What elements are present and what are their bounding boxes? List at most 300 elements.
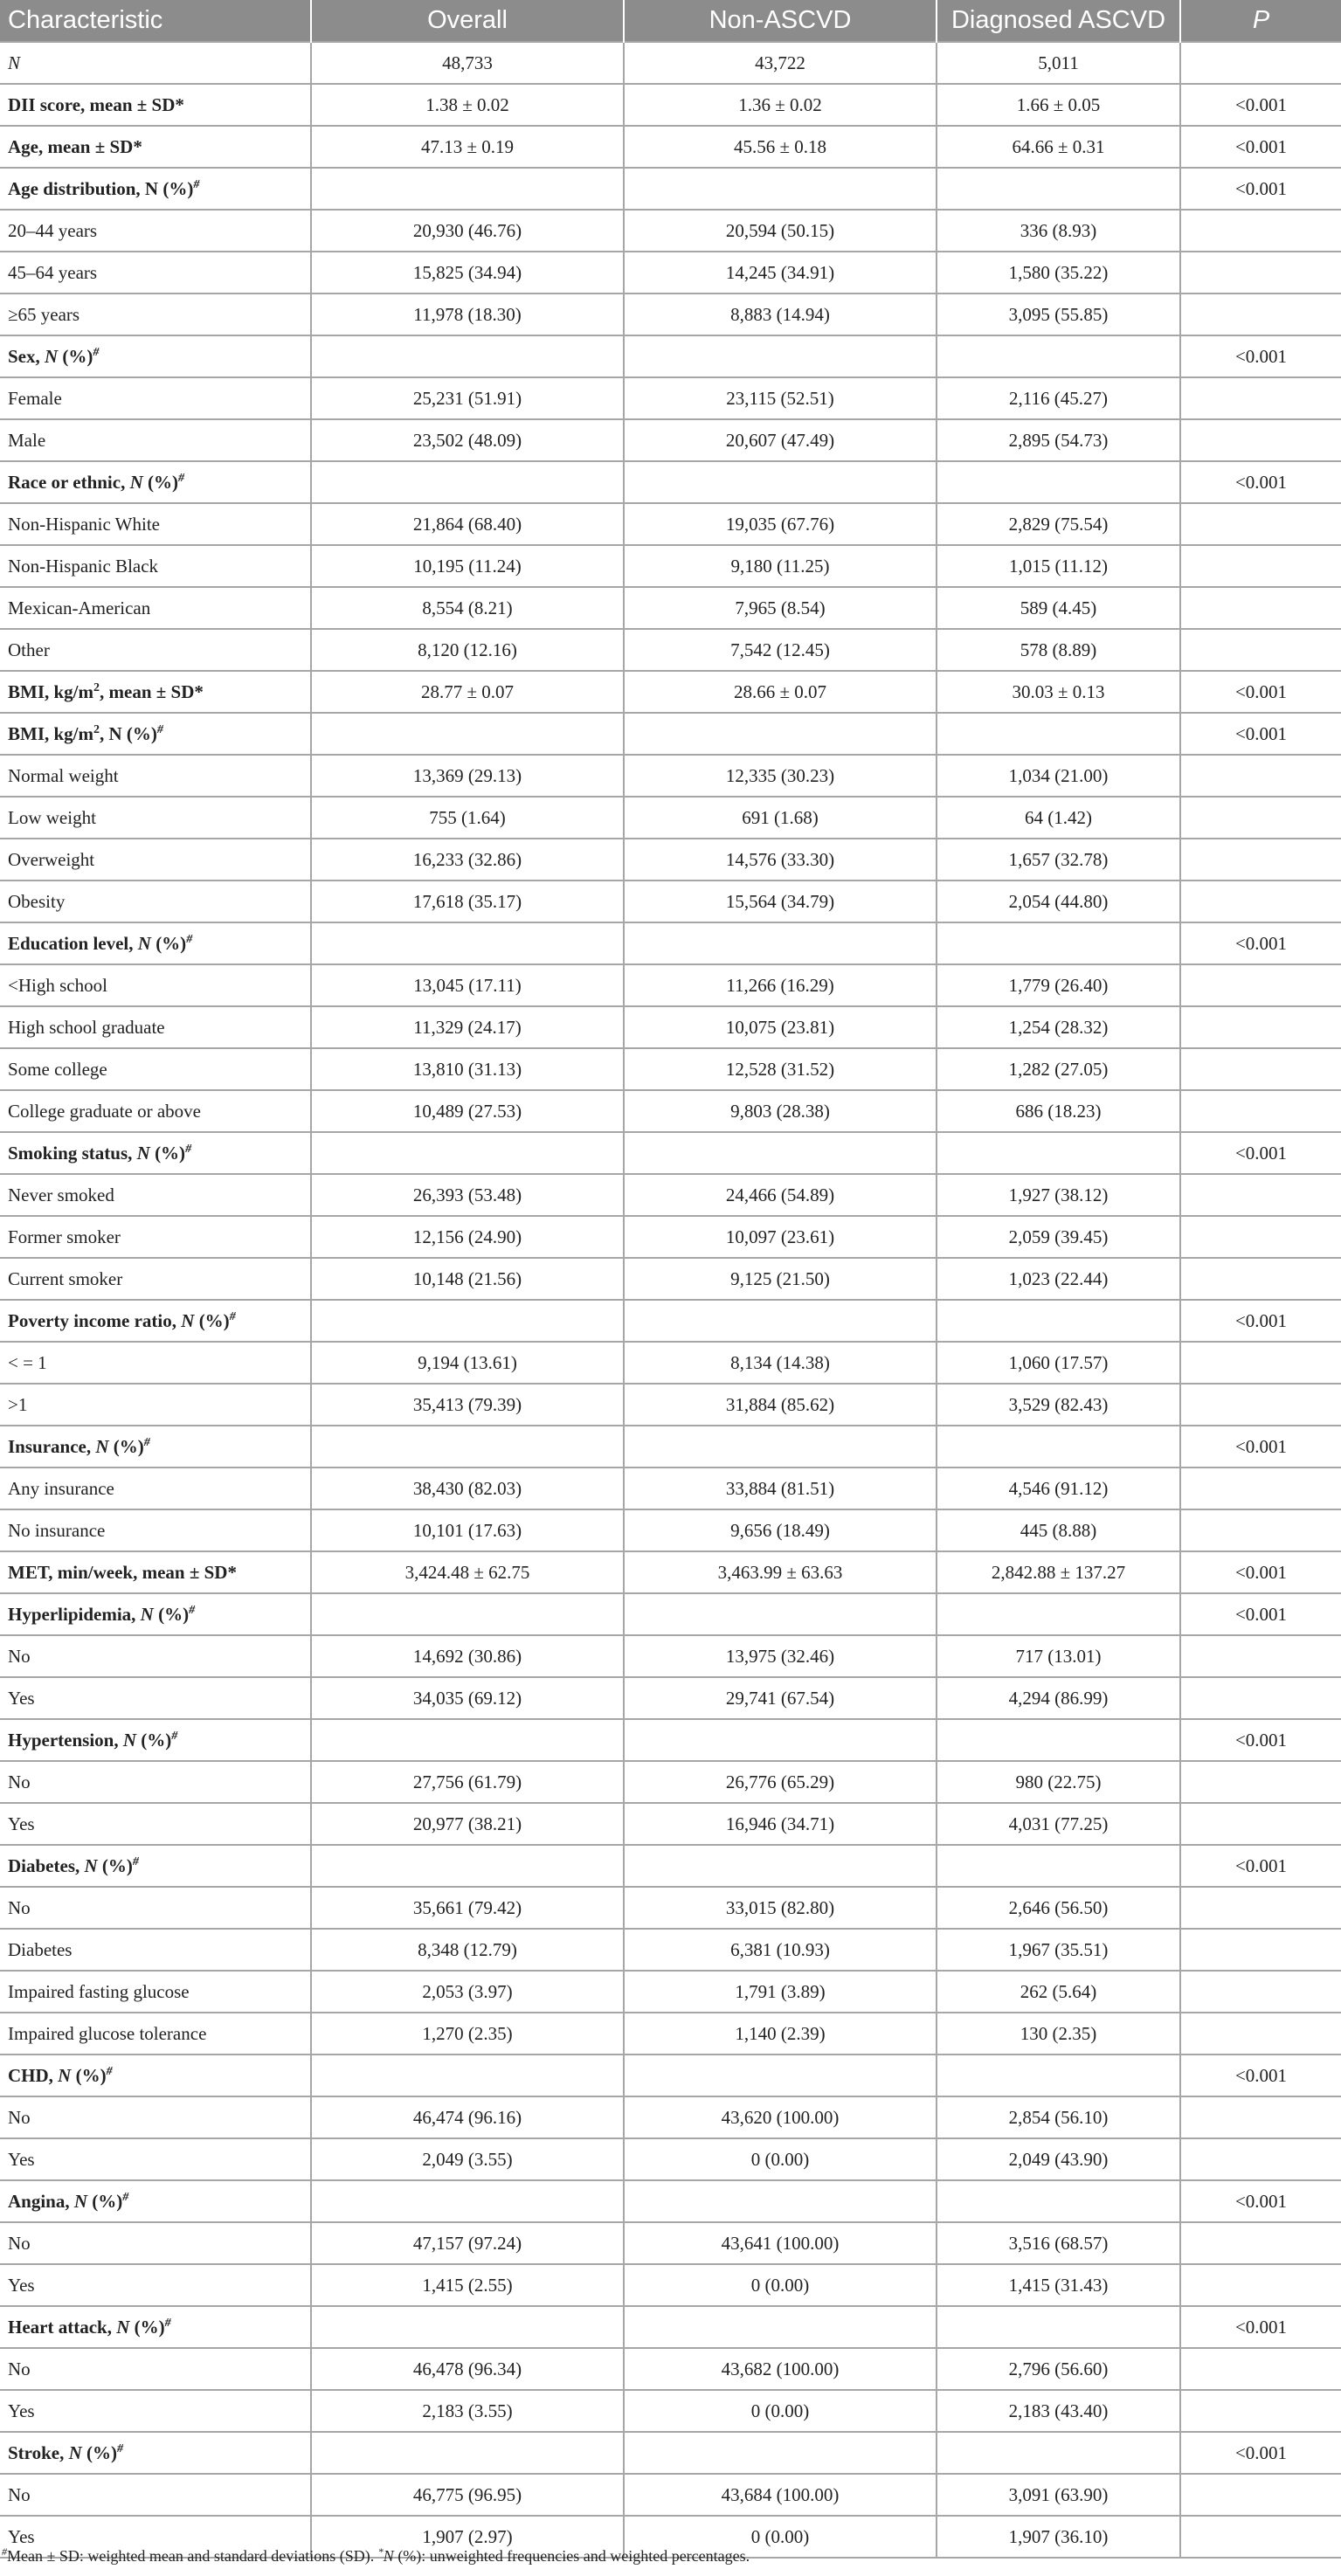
table-row-group <box>0 461 1341 503</box>
row-label <box>0 461 311 503</box>
table-row <box>0 210 1341 252</box>
row-label <box>0 1342 311 1384</box>
row-label-footnote-mark: # <box>122 2190 129 2204</box>
cell-non-ascvd: 19,035 (67.76) <box>624 503 937 545</box>
cell-p-value <box>1180 2222 1341 2264</box>
cell-non-ascvd: 9,180 (11.25) <box>624 545 937 587</box>
table-row-group <box>0 168 1341 210</box>
row-label-text: No <box>8 1645 31 1667</box>
row-label-italic: N <box>181 1309 195 1331</box>
cell-overall: 47,157 (97.24) <box>311 2222 624 2264</box>
cell-overall <box>311 2432 624 2474</box>
row-label-text: Smoking status, <box>8 1142 137 1164</box>
table-header <box>0 0 1341 42</box>
cell-overall: 38,430 (82.03) <box>311 1468 624 1509</box>
row-label-text: BMI, kg/m <box>8 680 94 702</box>
row-label <box>0 1426 311 1468</box>
cell-diagnosed-ascvd <box>937 335 1180 377</box>
cell-p-value <box>1180 1090 1341 1132</box>
cell-diagnosed-ascvd: 4,546 (91.12) <box>937 1468 1180 1509</box>
cell-diagnosed-ascvd: 2,183 (43.40) <box>937 2390 1180 2432</box>
footnote-mark-hash: # <box>2 2545 7 2558</box>
cell-non-ascvd: 28.66 ± 0.07 <box>624 671 937 713</box>
table-row-group <box>0 1719 1341 1761</box>
row-label <box>0 1048 311 1090</box>
cell-p-value <box>1180 1174 1341 1216</box>
cell-non-ascvd <box>624 713 937 755</box>
cell-diagnosed-ascvd: 262 (5.64) <box>937 1971 1180 2013</box>
cell-p-value: <0.001 <box>1180 168 1341 210</box>
table-row-group <box>0 1132 1341 1174</box>
row-label-text: Yes <box>8 2148 35 2170</box>
row-label <box>0 881 311 922</box>
cell-diagnosed-ascvd: 1,657 (32.78) <box>937 839 1180 881</box>
cell-diagnosed-ascvd: 30.03 ± 0.13 <box>937 671 1180 713</box>
cell-p-value <box>1180 1048 1341 1090</box>
cell-overall: 10,195 (11.24) <box>311 545 624 587</box>
row-label-footnote-mark: # <box>117 2441 124 2455</box>
cell-overall: 10,489 (27.53) <box>311 1090 624 1132</box>
cell-p-value: <0.001 <box>1180 2306 1341 2348</box>
cell-p-value: <0.001 <box>1180 922 1341 964</box>
cell-p-value: <0.001 <box>1180 461 1341 503</box>
cell-non-ascvd <box>624 461 937 503</box>
row-label <box>0 1887 311 1929</box>
cell-p-value <box>1180 2390 1341 2432</box>
cell-non-ascvd <box>624 2180 937 2222</box>
row-label-text: No <box>8 1896 31 1918</box>
table-row <box>0 755 1341 797</box>
row-label-superscript: 2 <box>93 680 100 694</box>
cell-non-ascvd: 12,335 (30.23) <box>624 755 937 797</box>
cell-diagnosed-ascvd: 64 (1.42) <box>937 797 1180 839</box>
row-label <box>0 1090 311 1132</box>
row-label <box>0 2013 311 2055</box>
cell-p-value <box>1180 755 1341 797</box>
cell-overall: 20,930 (46.76) <box>311 210 624 252</box>
row-label <box>0 210 311 252</box>
row-label <box>0 1929 311 1971</box>
cell-non-ascvd: 43,641 (100.00) <box>624 2222 937 2264</box>
cell-diagnosed-ascvd: 1,779 (26.40) <box>937 964 1180 1006</box>
row-label-text: Impaired glucose tolerance <box>8 2022 207 2044</box>
cell-p-value <box>1180 294 1341 335</box>
table-row-group <box>0 671 1341 713</box>
cell-non-ascvd: 29,741 (67.54) <box>624 1677 937 1719</box>
cell-overall <box>311 922 624 964</box>
cell-p-value <box>1180 1677 1341 1719</box>
footnote-text-2: (%): unweighted frequencies and weighted percentages. <box>393 2547 750 2565</box>
row-label <box>0 1384 311 1426</box>
cell-overall: 13,369 (29.13) <box>311 755 624 797</box>
cell-overall: 20,977 (38.21) <box>311 1803 624 1845</box>
row-label-text: No <box>8 2483 31 2505</box>
cell-diagnosed-ascvd: 1,907 (36.10) <box>937 2516 1180 2558</box>
footnote-italic-n: N <box>383 2547 394 2565</box>
row-label-text: Stroke, <box>8 2441 69 2463</box>
row-label <box>0 1971 311 2013</box>
cell-diagnosed-ascvd: 5,011 <box>937 42 1180 84</box>
cell-p-value <box>1180 1803 1341 1845</box>
table-row <box>0 1803 1341 1845</box>
cell-overall: 14,692 (30.86) <box>311 1635 624 1677</box>
cell-overall: 8,348 (12.79) <box>311 1929 624 1971</box>
row-label-text: Current smoker <box>8 1267 123 1289</box>
cell-overall: 11,978 (18.30) <box>311 294 624 335</box>
cell-overall: 8,554 (8.21) <box>311 587 624 629</box>
cell-overall: 47.13 ± 0.19 <box>311 126 624 168</box>
cell-non-ascvd <box>624 168 937 210</box>
cell-overall <box>311 335 624 377</box>
cell-non-ascvd: 14,576 (33.30) <box>624 839 937 881</box>
row-label-tail: (%) <box>81 2441 118 2463</box>
row-label <box>0 503 311 545</box>
table-row <box>0 1971 1341 2013</box>
cell-non-ascvd: 26,776 (65.29) <box>624 1761 937 1803</box>
cell-diagnosed-ascvd: 64.66 ± 0.31 <box>937 126 1180 168</box>
cell-non-ascvd: 16,946 (34.71) <box>624 1803 937 1845</box>
cell-p-value: <0.001 <box>1180 126 1341 168</box>
row-label-text: Yes <box>8 2274 35 2296</box>
cell-overall: 755 (1.64) <box>311 797 624 839</box>
cell-p-value <box>1180 964 1341 1006</box>
row-label <box>0 2138 311 2180</box>
cell-overall: 15,825 (34.94) <box>311 252 624 294</box>
table-row <box>0 2138 1341 2180</box>
cell-p-value <box>1180 2013 1341 2055</box>
cell-diagnosed-ascvd: 2,116 (45.27) <box>937 377 1180 419</box>
row-label-text: Non-Hispanic Black <box>8 555 159 577</box>
row-label-text: Some college <box>8 1058 107 1080</box>
row-label-text: Hypertension, <box>8 1729 123 1751</box>
row-label <box>0 1006 311 1048</box>
cell-diagnosed-ascvd <box>937 1300 1180 1342</box>
row-label-italic: N <box>137 932 151 954</box>
row-label-footnote-mark: # <box>171 1729 178 1743</box>
cell-non-ascvd <box>624 2306 937 2348</box>
row-label-text: BMI, kg/m <box>8 722 94 744</box>
row-label-text: Sex, <box>8 345 45 367</box>
row-label-italic: N <box>95 1435 109 1457</box>
row-label <box>0 797 311 839</box>
cell-diagnosed-ascvd: 4,031 (77.25) <box>937 1803 1180 1845</box>
cell-diagnosed-ascvd <box>937 2432 1180 2474</box>
cell-diagnosed-ascvd <box>937 1719 1180 1761</box>
cell-non-ascvd <box>624 1845 937 1887</box>
cell-diagnosed-ascvd: 589 (4.45) <box>937 587 1180 629</box>
row-label <box>0 42 311 84</box>
cell-diagnosed-ascvd <box>937 2306 1180 2348</box>
row-label-tail: (%) <box>87 2190 123 2212</box>
table-row <box>0 545 1341 587</box>
cell-non-ascvd: 9,656 (18.49) <box>624 1509 937 1551</box>
cell-overall: 10,148 (21.56) <box>311 1258 624 1300</box>
cell-diagnosed-ascvd: 2,796 (56.60) <box>937 2348 1180 2390</box>
row-label-tail: (%) <box>108 1435 144 1457</box>
row-label-text: Angina, <box>8 2190 74 2212</box>
cell-non-ascvd: 0 (0.00) <box>624 2516 937 2558</box>
cell-diagnosed-ascvd <box>937 713 1180 755</box>
table-row-group <box>0 335 1341 377</box>
row-label-footnote-mark: # <box>178 471 184 485</box>
cell-p-value <box>1180 1384 1341 1426</box>
row-label <box>0 2474 311 2516</box>
table-row-group <box>0 1551 1341 1593</box>
row-label-text: Obesity <box>8 890 66 912</box>
table-row-group <box>0 1845 1341 1887</box>
row-label-italic: N <box>116 2316 130 2338</box>
cell-overall: 34,035 (69.12) <box>311 1677 624 1719</box>
row-label-text: Never smoked <box>8 1184 114 1205</box>
cell-p-value <box>1180 2474 1341 2516</box>
table-row <box>0 881 1341 922</box>
row-label-text: Education level, <box>8 932 138 954</box>
row-label-text: No <box>8 2358 31 2379</box>
row-label <box>0 629 311 671</box>
cell-diagnosed-ascvd <box>937 461 1180 503</box>
row-label-tail: (%) <box>71 2064 107 2086</box>
row-label-text: Poverty income ratio, <box>8 1309 182 1331</box>
cell-p-value: <0.001 <box>1180 1719 1341 1761</box>
cell-non-ascvd: 0 (0.00) <box>624 2390 937 2432</box>
cell-non-ascvd: 8,134 (14.38) <box>624 1342 937 1384</box>
cell-overall: 46,474 (96.16) <box>311 2096 624 2138</box>
row-label <box>0 335 311 377</box>
footnote-text-1: Mean ± SD: weighted mean and standard deviations (SD). <box>7 2547 378 2565</box>
cell-non-ascvd <box>624 1719 937 1761</box>
row-label <box>0 1719 311 1761</box>
cell-overall: 2,183 (3.55) <box>311 2390 624 2432</box>
cell-non-ascvd: 3,463.99 ± 63.63 <box>624 1551 937 1593</box>
cell-overall <box>311 1426 624 1468</box>
cell-diagnosed-ascvd: 1,967 (35.51) <box>937 1929 1180 1971</box>
cell-overall <box>311 1132 624 1174</box>
cell-non-ascvd <box>624 1300 937 1342</box>
row-label-italic: N <box>73 2190 88 2212</box>
cell-p-value: <0.001 <box>1180 1845 1341 1887</box>
row-label-text: Insurance, <box>8 1435 96 1457</box>
row-label <box>0 1593 311 1635</box>
row-label-text: Male <box>8 429 46 451</box>
cell-overall <box>311 1845 624 1887</box>
cell-diagnosed-ascvd: 2,054 (44.80) <box>937 881 1180 922</box>
cell-non-ascvd: 20,607 (47.49) <box>624 419 937 461</box>
cell-overall: 46,775 (96.95) <box>311 2474 624 2516</box>
cell-overall: 13,810 (31.13) <box>311 1048 624 1090</box>
row-label-text: MET, min/week, mean ± SD* <box>8 1561 237 1583</box>
row-label <box>0 1258 311 1300</box>
row-label <box>0 1468 311 1509</box>
table-row <box>0 964 1341 1006</box>
row-label-text: No <box>8 2232 31 2254</box>
cell-p-value <box>1180 2264 1341 2306</box>
row-label <box>0 1803 311 1845</box>
cell-diagnosed-ascvd <box>937 2055 1180 2096</box>
cell-p-value <box>1180 1929 1341 1971</box>
row-label-text: < = 1 <box>8 1351 47 1373</box>
table-row <box>0 2390 1341 2432</box>
cell-p-value <box>1180 377 1341 419</box>
table-row <box>0 1342 1341 1384</box>
cell-non-ascvd: 13,975 (32.46) <box>624 1635 937 1677</box>
cell-non-ascvd: 1,791 (3.89) <box>624 1971 937 2013</box>
row-label <box>0 1300 311 1342</box>
cell-non-ascvd <box>624 1426 937 1468</box>
cell-diagnosed-ascvd: 130 (2.35) <box>937 2013 1180 2055</box>
row-label-text: Former smoker <box>8 1226 121 1247</box>
row-label-text: <High school <box>8 974 107 996</box>
row-label-text: Yes <box>8 1687 35 1709</box>
table-row-group <box>0 713 1341 755</box>
table-row <box>0 2013 1341 2055</box>
row-label <box>0 2222 311 2264</box>
col-header-overall: Overall <box>311 0 624 42</box>
cell-overall: 13,045 (17.11) <box>311 964 624 1006</box>
cell-overall: 2,049 (3.55) <box>311 2138 624 2180</box>
table-row <box>0 2264 1341 2306</box>
table-row-group <box>0 126 1341 168</box>
cell-p-value: <0.001 <box>1180 335 1341 377</box>
cell-overall: 35,661 (79.42) <box>311 1887 624 1929</box>
row-label-tail: , N (%) <box>100 722 157 744</box>
table-row <box>0 1468 1341 1509</box>
table-row <box>0 503 1341 545</box>
cell-diagnosed-ascvd: 445 (8.88) <box>937 1509 1180 1551</box>
cell-diagnosed-ascvd <box>937 922 1180 964</box>
cell-non-ascvd: 20,594 (50.15) <box>624 210 937 252</box>
cell-diagnosed-ascvd: 1,034 (21.00) <box>937 755 1180 797</box>
cell-overall: 1,270 (2.35) <box>311 2013 624 2055</box>
cell-diagnosed-ascvd: 1,415 (31.43) <box>937 2264 1180 2306</box>
row-label <box>0 377 311 419</box>
cell-p-value: <0.001 <box>1180 2180 1341 2222</box>
row-label <box>0 294 311 335</box>
table-row <box>0 1174 1341 1216</box>
cell-p-value <box>1180 419 1341 461</box>
cell-overall: 2,053 (3.97) <box>311 1971 624 2013</box>
row-label <box>0 1216 311 1258</box>
cell-p-value <box>1180 545 1341 587</box>
row-label-text: >1 <box>8 1393 28 1415</box>
row-label-italic: N <box>45 345 59 367</box>
cell-diagnosed-ascvd <box>937 1426 1180 1468</box>
table-row <box>0 797 1341 839</box>
row-label <box>0 419 311 461</box>
cell-overall <box>311 2055 624 2096</box>
cell-diagnosed-ascvd: 336 (8.93) <box>937 210 1180 252</box>
row-label <box>0 84 311 126</box>
cell-non-ascvd: 1.36 ± 0.02 <box>624 84 937 126</box>
table-row <box>0 1761 1341 1803</box>
table-row <box>0 294 1341 335</box>
row-label-tail: (%) <box>58 345 93 367</box>
cell-non-ascvd: 7,965 (8.54) <box>624 587 937 629</box>
row-label <box>0 671 311 713</box>
row-label-italic: N <box>58 2064 72 2086</box>
table-row <box>0 1006 1341 1048</box>
cell-p-value <box>1180 210 1341 252</box>
cell-overall <box>311 461 624 503</box>
cell-overall: 28.77 ± 0.07 <box>311 671 624 713</box>
table-row <box>0 629 1341 671</box>
row-label-tail: (%) <box>97 1854 133 1876</box>
row-label <box>0 126 311 168</box>
cell-p-value <box>1180 1887 1341 1929</box>
cell-non-ascvd: 43,722 <box>624 42 937 84</box>
col-header-p: P <box>1180 0 1341 42</box>
row-label-footnote-mark: # <box>132 1854 139 1868</box>
cell-non-ascvd: 14,245 (34.91) <box>624 252 937 294</box>
cell-diagnosed-ascvd: 1.66 ± 0.05 <box>937 84 1180 126</box>
cell-non-ascvd: 12,528 (31.52) <box>624 1048 937 1090</box>
cell-diagnosed-ascvd: 3,091 (63.90) <box>937 2474 1180 2516</box>
row-label-text: Overweight <box>8 848 95 870</box>
cell-overall: 25,231 (51.91) <box>311 377 624 419</box>
row-label-tail: (%) <box>150 932 187 954</box>
cell-p-value: <0.001 <box>1180 2055 1341 2096</box>
table-row <box>0 1216 1341 1258</box>
cell-p-value <box>1180 1468 1341 1509</box>
table-row-group <box>0 2180 1341 2222</box>
cell-overall: 1.38 ± 0.02 <box>311 84 624 126</box>
row-label <box>0 587 311 629</box>
cell-diagnosed-ascvd: 717 (13.01) <box>937 1635 1180 1677</box>
col-header-characteristic: Characteristic <box>0 0 311 42</box>
cell-diagnosed-ascvd: 2,059 (39.45) <box>937 1216 1180 1258</box>
row-label-superscript: 2 <box>93 722 100 736</box>
row-label-text: Hyperlipidemia, <box>8 1603 141 1625</box>
cell-diagnosed-ascvd: 4,294 (86.99) <box>937 1677 1180 1719</box>
cell-p-value <box>1180 587 1341 629</box>
cell-p-value <box>1180 1971 1341 2013</box>
cell-non-ascvd: 8,883 (14.94) <box>624 294 937 335</box>
row-label-tail: (%) <box>142 471 178 493</box>
cell-diagnosed-ascvd <box>937 1845 1180 1887</box>
cell-diagnosed-ascvd: 2,049 (43.90) <box>937 2138 1180 2180</box>
cell-diagnosed-ascvd: 686 (18.23) <box>937 1090 1180 1132</box>
cell-diagnosed-ascvd: 2,854 (56.10) <box>937 2096 1180 2138</box>
row-label <box>0 2264 311 2306</box>
cell-overall <box>311 1719 624 1761</box>
row-label <box>0 755 311 797</box>
cell-p-value <box>1180 2348 1341 2390</box>
row-label-footnote-mark: # <box>164 2316 171 2330</box>
cell-p-value <box>1180 1509 1341 1551</box>
row-label <box>0 2348 311 2390</box>
cell-overall: 48,733 <box>311 42 624 84</box>
table-row <box>0 252 1341 294</box>
row-label <box>0 1174 311 1216</box>
row-label-text: Yes <box>8 2400 35 2421</box>
cell-non-ascvd: 43,684 (100.00) <box>624 2474 937 2516</box>
cell-p-value: <0.001 <box>1180 713 1341 755</box>
row-label-tail: (%) <box>194 1309 230 1331</box>
cell-non-ascvd: 11,266 (16.29) <box>624 964 937 1006</box>
cell-p-value <box>1180 1006 1341 1048</box>
row-label <box>0 713 311 755</box>
row-label-footnote-mark: # <box>229 1309 236 1323</box>
cell-diagnosed-ascvd: 3,095 (55.85) <box>937 294 1180 335</box>
cell-p-value: <0.001 <box>1180 2432 1341 2474</box>
row-label-text: 20–44 years <box>8 219 98 241</box>
cell-overall: 27,756 (61.79) <box>311 1761 624 1803</box>
cell-diagnosed-ascvd: 980 (22.75) <box>937 1761 1180 1803</box>
cell-non-ascvd: 24,466 (54.89) <box>624 1174 937 1216</box>
row-label-text: Diabetes, <box>8 1854 85 1876</box>
row-label-tail: (%) <box>136 1729 172 1751</box>
cell-non-ascvd: 0 (0.00) <box>624 2264 937 2306</box>
cell-overall <box>311 2306 624 2348</box>
